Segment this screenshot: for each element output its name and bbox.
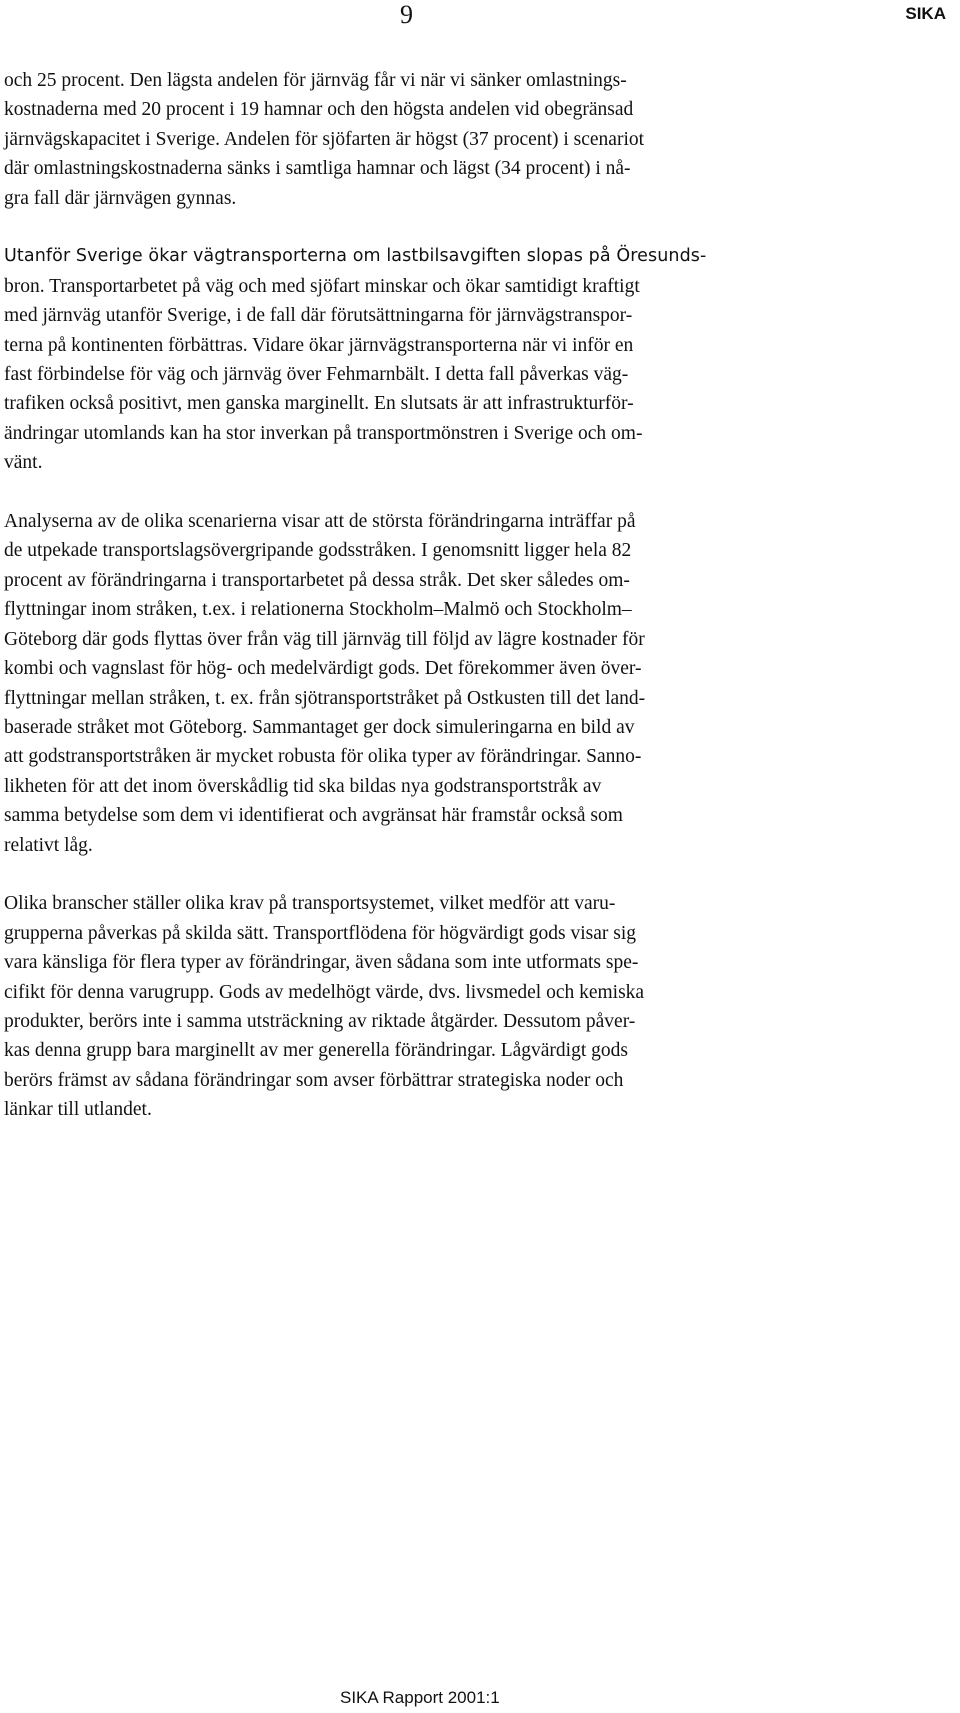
text-line: vara känsliga för flera typer av förändringar, även sådana som inte utformats spe-: [4, 952, 639, 974]
paragraph-1: [4, 66, 834, 213]
text-line: kas denna grupp bara marginellt av mer generella förändringar. Lågvärdigt gods: [4, 1040, 628, 1062]
text-line: flyttningar mellan stråken, t. ex. från sjötransportstråket på Ostkusten till det land-: [4, 687, 646, 709]
text-line: med järnväg utanför Sverige, i de fall där förutsättningarna för järnvägstranspor-: [4, 305, 633, 327]
text-line: där omlastningskostnaderna sänks i samtliga hamnar och lägst (34 procent) i nå-: [4, 158, 631, 180]
org-name: SIKA: [905, 4, 946, 23]
paragraph-2: [4, 242, 834, 477]
text-line: fast förbindelse för väg och järnväg över Fehmarnbält. I detta fall påverkas väg-: [4, 364, 629, 386]
text-line: baserade stråket mot Göteborg. Sammantaget ger dock simuleringarna en bild av: [4, 716, 635, 738]
text-line: kombi och vagnslast för hög- och medelvärdigt gods. Det förekommer även över-: [4, 658, 642, 680]
text-line: att godstransportstråken är mycket robusta för olika typer av förändringar. Sanno-: [4, 746, 642, 768]
text-line: kostnaderna med 20 procent i 19 hamnar och den högsta andelen vid obegränsad: [4, 99, 634, 121]
text-line: samma betydelse som dem vi identifierat och avgränsat här framstår också som: [4, 805, 623, 827]
text-line: likheten för att det inom överskådlig tid ska bildas nya godstransportstråk av: [4, 775, 602, 797]
paragraph-3: [4, 507, 834, 860]
text-line: relativt låg.: [4, 834, 93, 856]
paragraph-4: [4, 889, 834, 1124]
text-line: och 25 procent. Den lägsta andelen för järnväg får vi när vi sänker omlastnings-: [4, 70, 627, 91]
text-line: Utanför Sverige ökar vägtransporterna om lastbilsavgiften slopas på Öresunds-: [4, 246, 707, 267]
text-line: vänt.: [4, 452, 43, 474]
text-line: gra fall där järnvägen gynnas.: [4, 187, 237, 209]
text-line: ändringar utomlands kan ha stor inverkan på transportmönstren i Sverige och om-: [4, 422, 643, 444]
text-line: Göteborg där gods flyttas över från väg till järnväg till följd av lägre kostnader för: [4, 628, 645, 650]
text-line: grupperna påverkas på skilda sätt. Transportflödena för högvärdigt gods visar sig: [4, 922, 636, 944]
text-line: flyttningar inom stråken, t.ex. i relationerna Stockholm–Malmö och Stockholm–: [4, 599, 632, 621]
report-footer: SIKA Rapport 2001:1: [340, 1688, 500, 1707]
text-line: terna på kontinenten förbättras. Vidare ökar järnvägstransporterna när vi inför en: [4, 334, 634, 356]
text-line: produkter, berörs inte i samma utsträckning av riktade åtgärder. Dessutom påver-: [4, 1010, 636, 1032]
text-line: de utpekade transportslagsövergripande godsstråken. I genomsnitt ligger hela 82: [4, 540, 632, 562]
text-line: länkar till utlandet.: [4, 1099, 152, 1121]
text-line: Analyserna av de olika scenarierna visar att de största förändringarna inträffar på: [4, 511, 636, 533]
text-line: Olika branscher ställer olika krav på transportsystemet, vilket medför att varu-: [4, 893, 616, 915]
text-line: bron. Transportarbetet på väg och med sjöfart minskar och ökar samtidigt kraftigt: [4, 275, 640, 297]
page-number: 9: [400, 0, 413, 29]
text-line: trafiken också positivt, men ganska marginellt. En slutsats är att infrastrukturför-: [4, 393, 634, 415]
text-line: procent av förändringarna i transportarbetet på dessa stråk. Det sker således om-: [4, 569, 630, 591]
text-line: berörs främst av sådana förändringar som avser förbättrar strategiska noder och: [4, 1069, 624, 1091]
body-text: [4, 66, 834, 1154]
text-line: järnvägskapacitet i Sverige. Andelen för sjöfarten är högst (37 procent) i scenariot: [4, 128, 645, 150]
text-line: cifikt för denna varugrupp. Gods av medelhögt värde, dvs. livsmedel och kemiska: [4, 981, 645, 1003]
